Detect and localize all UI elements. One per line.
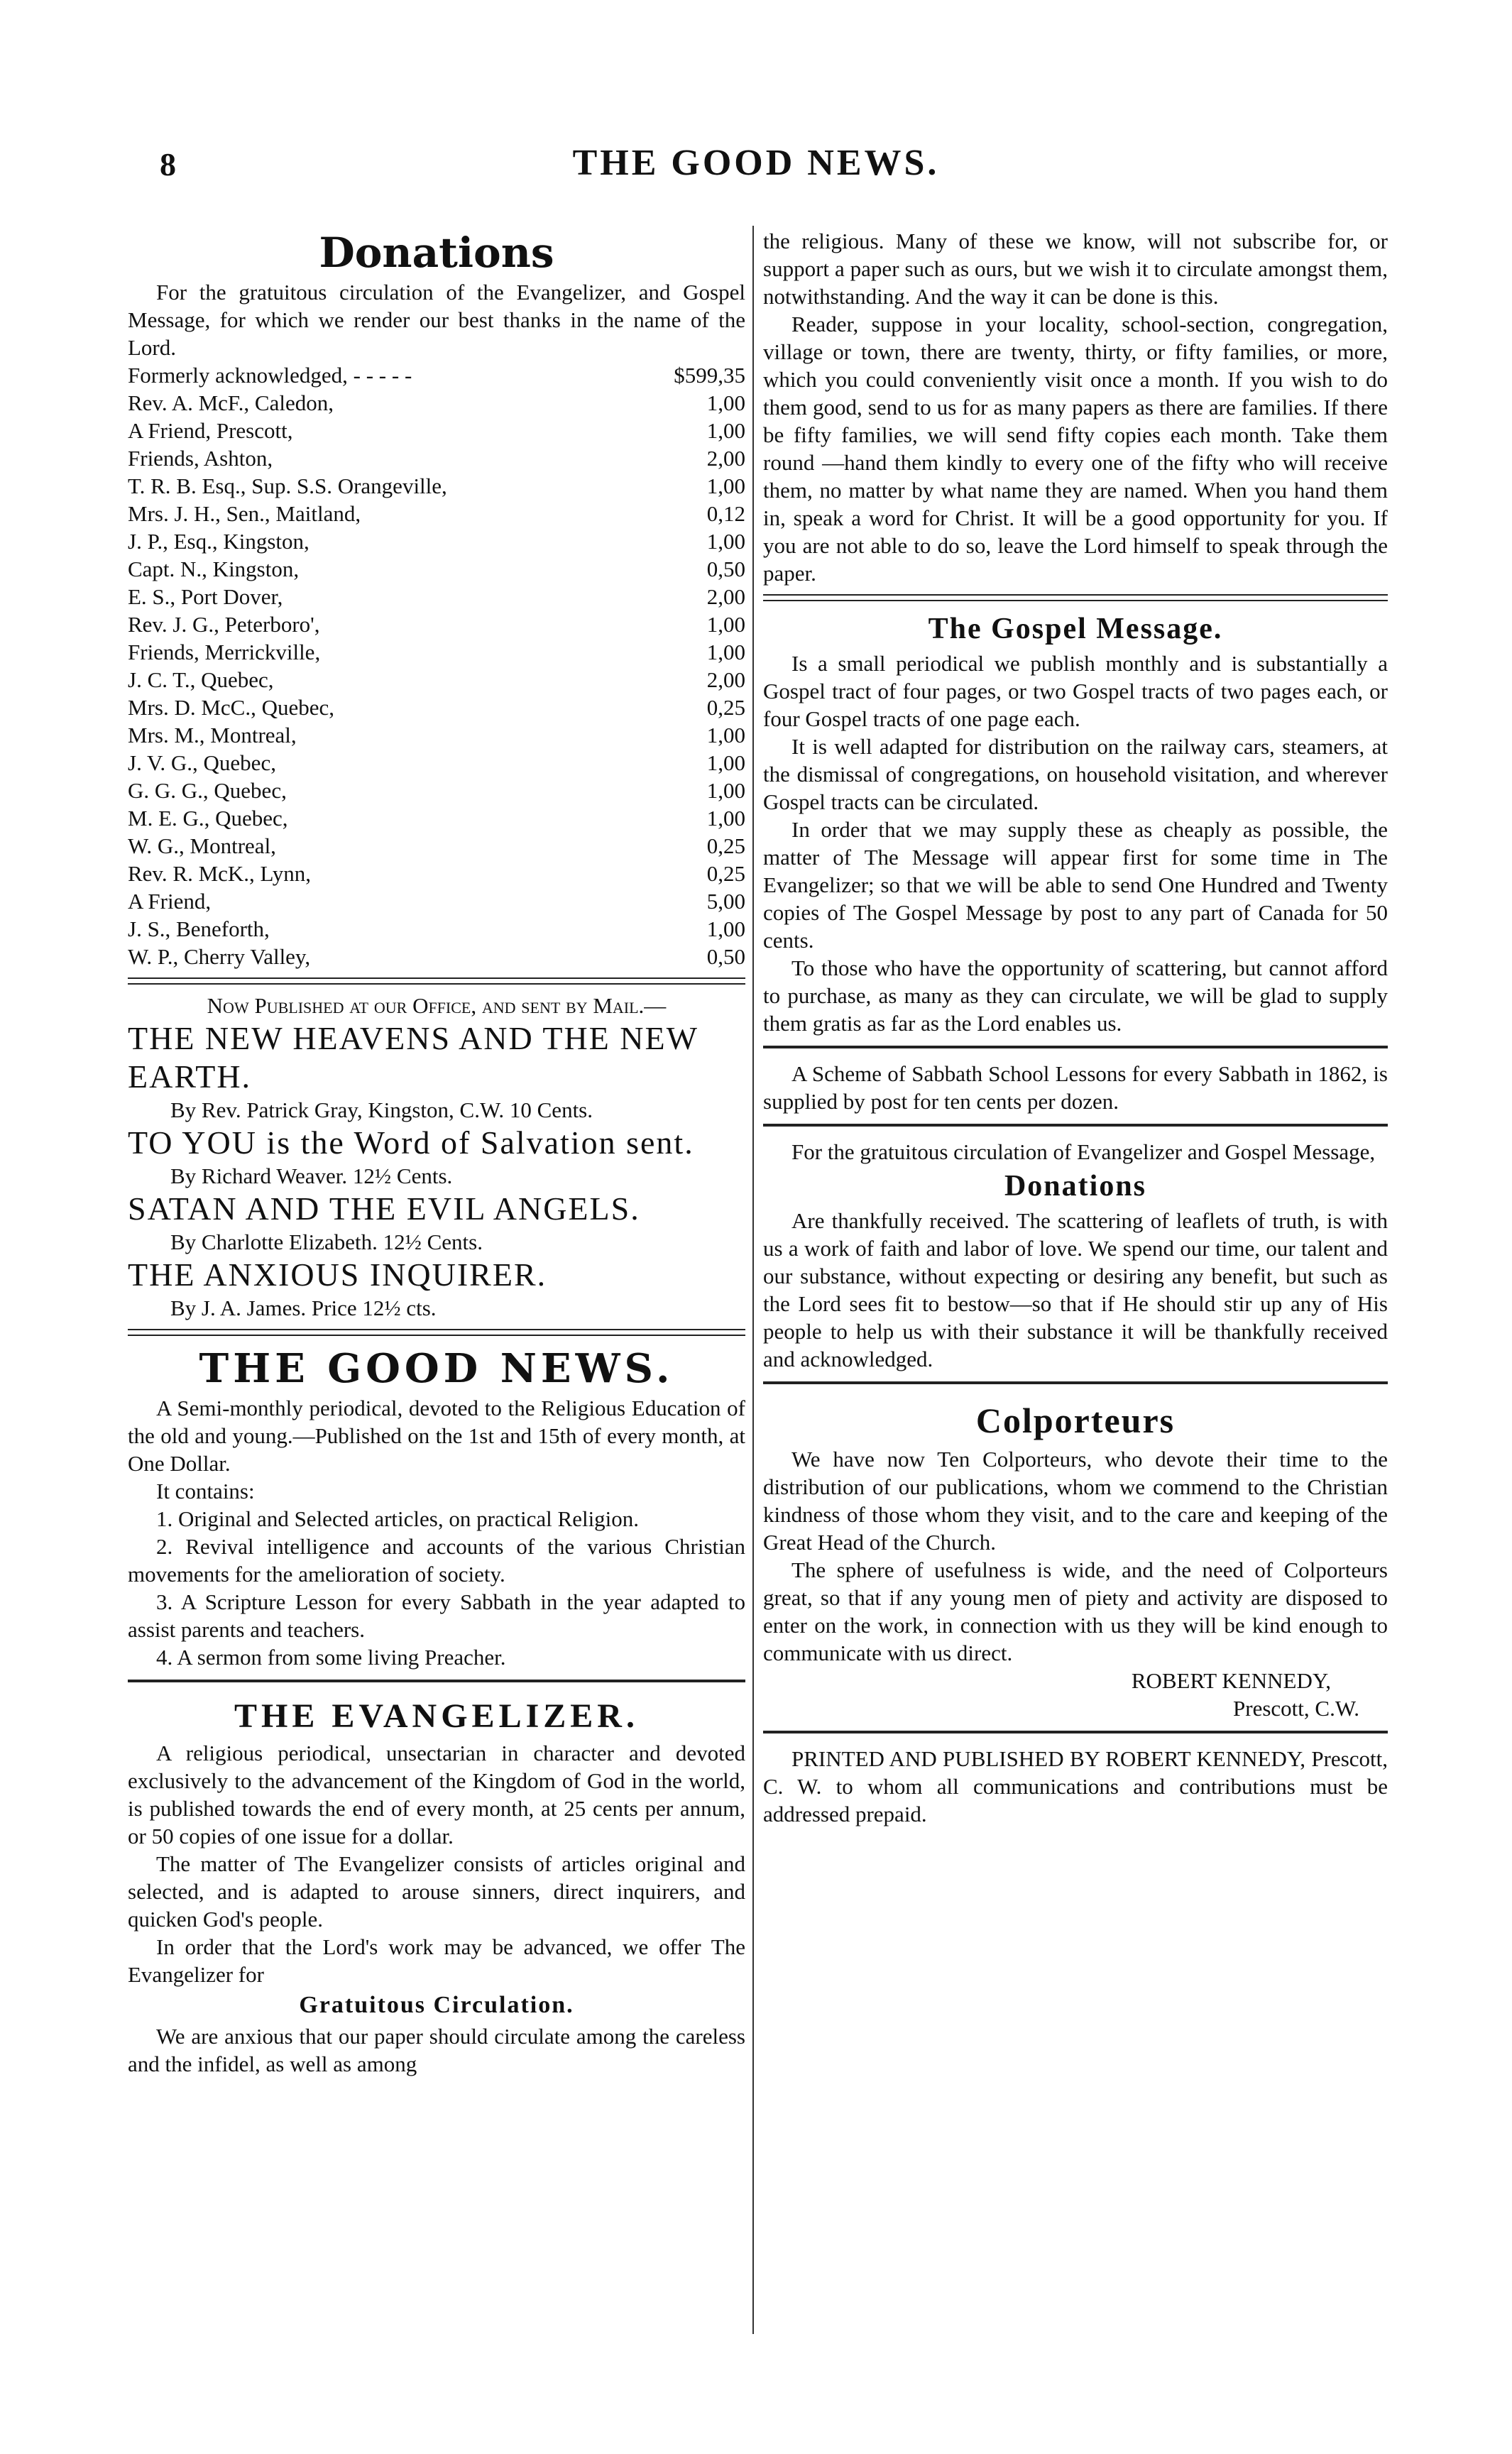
evangelizer-p1: A religious periodical, unsectarian in character and devoted exclusively to the advancement of the Kingdom of God in the world, is published towards the end of every month, at 25 cents per annum, or 50 copies of one issue for a dollar. — [128, 1741, 745, 1848]
gospel-message-p4: To those who have the opportunity of scattering, but cannot afford to purchase, as many as they can circulate, we will be glad to supply them gratis as far as the Lord enables us. — [763, 955, 1388, 1036]
donation-amount: 2,00 — [706, 667, 745, 692]
donation-row — [128, 500, 745, 527]
publication-title: THE NEW HEAVENS AND THE NEW EARTH. — [128, 1020, 699, 1095]
contents-item: 1. Original and Selected articles, on practical Religion. — [156, 1506, 640, 1531]
imprint: PRINTED AND PUBLISHED BY ROBERT KENNEDY, Prescott, C. W. to whom all communications and contributions must be addressed prepaid. — [763, 1746, 1388, 1826]
contents-item: 4. A sermon from some living Preacher. — [156, 1645, 506, 1670]
donor-name: J. P., Esq., Kingston, — [128, 529, 309, 554]
donation-amount: 0,12 — [706, 501, 745, 526]
publication-title: SATAN AND THE EVIL ANGELS. — [128, 1190, 640, 1227]
colporteurs-p1: We have now Ten Colporteurs, who devote their time to the distribution of our publications, whom we commend to the Christian kindness of those whom they visit, and to the care and keeping of the Great Head of the Church. — [763, 1447, 1388, 1555]
donation-row — [128, 417, 745, 444]
donations2-p1: Are thankfully received. The scattering of leaflets of truth, is with us a work of faith and labor of love. We spend our time, our talent and our substance, without expecting or desiring any benefit, but such as the Lord sees fit to bestow—so that if He should stir up any of His people to help us with their substance it will be thankfully received and acknowledged. — [763, 1208, 1388, 1371]
donation-row — [128, 694, 745, 721]
colporteurs-heading: Colporteurs — [975, 1401, 1176, 1440]
donor-name: Rev. A. McF., Caledon, — [128, 390, 334, 415]
donor-name: Mrs. D. McC., Quebec, — [128, 695, 335, 720]
donor-name: W. P., Cherry Valley, — [128, 944, 311, 969]
evangelizer-p3: In order that the Lord's work may be advanced, we offer The Evangelizer for — [128, 1934, 745, 1987]
donor-name: T. R. B. Esq., Sup. S.S. Orangeville, — [128, 473, 447, 498]
donation-row — [128, 777, 745, 804]
published-intro: Now Published at our Office, and sent by Mail.— — [207, 993, 667, 1018]
evangelizer-heading: THE EVANGELIZER. — [234, 1697, 639, 1735]
good-news-intro: A Semi-monthly periodical, devoted to the Religious Education of the old and young.—Published on the 1st and 15th of every month, at One Dollar. — [128, 1396, 745, 1476]
section-rule — [763, 1381, 1388, 1387]
donor-name: A Friend, Prescott, — [128, 418, 293, 443]
gratuitous-subhead: Gratuitous Circulation. — [299, 1992, 574, 2018]
publication-detail: By J. A. James. Price 12½ cts. — [170, 1296, 437, 1320]
column-divider — [752, 226, 754, 2334]
donation-row — [128, 638, 745, 666]
donor-name: W. G., Montreal, — [128, 833, 276, 858]
donor-name: Capt. N., Kingston, — [128, 557, 300, 581]
donation-row — [128, 583, 745, 610]
section-rule — [763, 1046, 1388, 1051]
donation-amount: 1,00 — [706, 418, 745, 443]
donation-row — [128, 804, 745, 832]
gospel-message-p3: In order that we may supply these as cheaply as possible, the matter of The Message will appear first for some time in The Evangelizer; so that we will be able to send One Hundred and Twenty copies of The Gospel Message by post to any part of Canada for 50 cents. — [763, 817, 1388, 953]
signature-name: ROBERT KENNEDY, — [1131, 1668, 1331, 1693]
donation-amount: 1,00 — [706, 806, 745, 831]
section-rule — [763, 1124, 1388, 1129]
continuation-text: the religious. Many of these we know, will not subscribe for, or support a paper such as ours, but we wish it to circulate amongst them, notwithstanding. And the way it can be done is this. — [763, 229, 1388, 309]
donation-amount: 1,00 — [706, 529, 745, 554]
donation-row — [128, 389, 745, 417]
donation-row — [128, 832, 745, 860]
gospel-message-p2: It is well adapted for distribution on the railway cars, steamers, at the dismissal of congregations, on household visitation, and wherever Gospel tracts can be circulated. — [763, 734, 1388, 814]
signature-place: Prescott, C.W. — [1233, 1696, 1359, 1721]
donation-amount: $599,35 — [674, 363, 745, 388]
donation-amount: 1,00 — [706, 750, 745, 775]
donor-name: Friends, Ashton, — [128, 446, 273, 471]
donation-amount: 0,25 — [706, 861, 745, 886]
donation-row — [128, 666, 745, 694]
publications-list — [128, 1019, 745, 1322]
publication-title: THE ANXIOUS INQUIRER. — [128, 1256, 547, 1293]
good-news-contents — [128, 1505, 745, 1671]
donations2-intro: For the gratuitous circulation of Evangelizer and Gospel Message, — [791, 1139, 1376, 1164]
donation-amount: 2,00 — [706, 584, 745, 609]
donation-row — [128, 610, 745, 638]
donation-amount: 1,00 — [706, 390, 745, 415]
donation-row — [128, 444, 745, 472]
donor-name: A Friend, — [128, 889, 212, 914]
donations2-heading: Donations — [1004, 1170, 1147, 1203]
sabbath-scheme: A Scheme of Sabbath School Lessons for every Sabbath in 1862, is supplied by post for ten cents per dozen. — [763, 1061, 1388, 1114]
publication-detail: By Rev. Patrick Gray, Kingston, C.W. 10 Cents. — [170, 1097, 593, 1122]
donation-row — [128, 361, 745, 389]
contents-item: 3. A Scripture Lesson for every Sabbath in the year adapted to assist parents and teachers. — [128, 1589, 745, 1642]
donations-intro: For the gratuitous circulation of the Evangelizer, and Gospel Message, for which we render our best thanks in the name of the Lord. — [128, 280, 745, 360]
good-news-contains: It contains: — [156, 1479, 255, 1503]
contents-item: 2. Revival intelligence and accounts of the various Christian movements for the amelioration of society. — [128, 1534, 745, 1587]
section-rule — [128, 1329, 745, 1336]
evangelizer-p2: The matter of The Evangelizer consists of articles original and selected, and is adapted to arouse sinners, direct inquirers, and quicken God's people. — [128, 1851, 745, 1932]
page-number: 8 — [160, 146, 176, 182]
donor-name: E. S., Port Dover, — [128, 584, 283, 609]
publication-title: TO YOU is the Word of Salvation sent. — [128, 1124, 694, 1161]
donation-amount: 1,00 — [706, 778, 745, 803]
donation-row — [128, 527, 745, 555]
left-column — [128, 227, 745, 2078]
donation-amount: 1,00 — [706, 473, 745, 498]
section-rule — [128, 977, 745, 985]
good-news-heading: THE GOOD NEWS. — [199, 1345, 674, 1392]
donor-name: Rev. R. McK., Lynn, — [128, 861, 312, 886]
section-rule — [128, 1680, 745, 1685]
donor-name: J. S., Beneforth, — [128, 916, 270, 941]
donor-name: Formerly acknowledged, - - - - - — [128, 363, 412, 388]
publication-detail: By Richard Weaver. 12½ Cents. — [170, 1163, 453, 1188]
donor-name: J. C. T., Quebec, — [128, 667, 274, 692]
donor-name: M. E. G., Quebec, — [128, 806, 288, 831]
donation-row — [128, 749, 745, 777]
donations-list — [128, 361, 745, 970]
donation-amount: 0,50 — [706, 944, 745, 969]
donation-amount: 0,50 — [706, 557, 745, 581]
donation-amount: 1,00 — [706, 640, 745, 664]
masthead-title: THE GOOD NEWS. — [572, 143, 940, 183]
donation-amount: 5,00 — [706, 889, 745, 914]
donation-row — [128, 860, 745, 887]
donation-row — [128, 721, 745, 749]
donation-amount: 0,25 — [706, 833, 745, 858]
donation-amount: 1,00 — [706, 723, 745, 747]
section-rule — [763, 594, 1388, 601]
reader-paragraph: Reader, suppose in your locality, school-section, congregation, village or town, there are twenty, thirty, or fifty families, or more, which you could conveniently visit once a month. If you wish to do them good, send to us for as many papers as there are families. If there be fifty families, we will send fifty copies each month. Take them round —hand them kindly to every one of the fifty who will receive them, no matter by what name they are named. When you hand them in, speak a word for Christ. It will be a good opportunity for you. If you are not able to do so, leave the Lord himself to speak through the paper. — [763, 312, 1388, 586]
donation-amount: 1,00 — [706, 612, 745, 637]
section-rule — [763, 1731, 1388, 1736]
donor-name: Friends, Merrickville, — [128, 640, 321, 664]
donation-amount: 1,00 — [706, 916, 745, 941]
donation-amount: 0,25 — [706, 695, 745, 720]
donation-amount: 2,00 — [706, 446, 745, 471]
publication-detail: By Charlotte Elizabeth. 12½ Cents. — [170, 1229, 483, 1254]
donor-name: Mrs. J. H., Sen., Maitland, — [128, 501, 361, 526]
gospel-message-p1: Is a small periodical we publish monthly and is substantially a Gospel tract of four pages, or two Gospel tracts of two pages each, or four Gospel tracts of one page each. — [763, 651, 1388, 731]
gospel-message-heading: The Gospel Message. — [928, 613, 1223, 645]
donation-row — [128, 472, 745, 500]
donation-row — [128, 555, 745, 583]
evangelizer-p4: We are anxious that our paper should circulate among the careless and the infidel, as well as among — [128, 2024, 745, 2076]
donor-name: J. V. G., Quebec, — [128, 750, 276, 775]
donor-name: G. G. G., Quebec, — [128, 778, 287, 803]
donation-row — [128, 943, 745, 970]
donor-name: Rev. J. G., Peterboro', — [128, 612, 320, 637]
donation-row — [128, 887, 745, 915]
donations-heading: Donations — [319, 229, 554, 277]
colporteurs-p2: The sphere of usefulness is wide, and the need of Colporteurs great, so that if any young men of piety and activity are disposed to enter on the work, in connection with us they will be kind enough to communicate with us direct. — [763, 1557, 1388, 1665]
right-column — [763, 227, 1388, 1828]
donation-row — [128, 915, 745, 943]
donor-name: Mrs. M., Montreal, — [128, 723, 297, 747]
